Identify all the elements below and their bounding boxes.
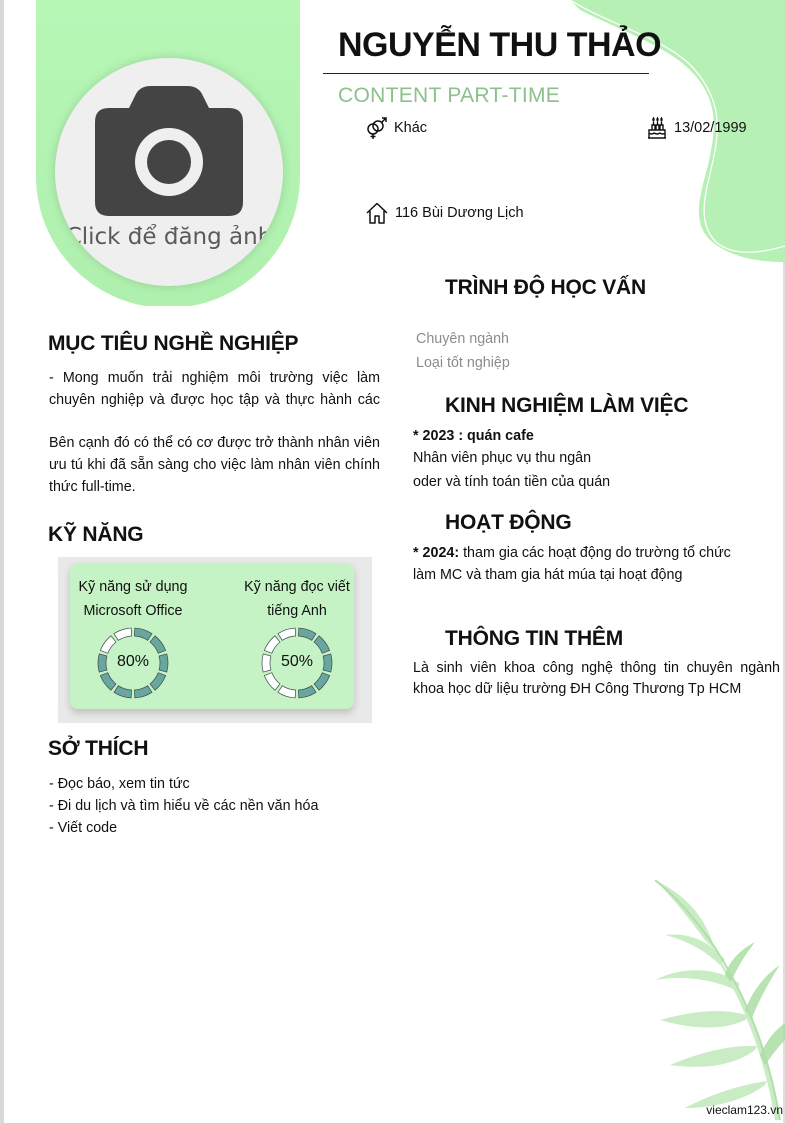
- decorative-leaves: [595, 880, 785, 1120]
- skills-card: [70, 563, 354, 709]
- extra-info-line: Là sinh viên khoa công nghệ thông tin chuyên ngành: [413, 660, 780, 676]
- objective-line: - Mong muốn trải nghiệm môi trường việc làm: [49, 370, 380, 386]
- skill-percent: 80%: [116, 653, 150, 670]
- full-name: NGUYỄN THU THẢO: [338, 26, 662, 64]
- skill-item: [68, 575, 198, 623]
- gauge-segment: [264, 636, 280, 654]
- activities-title: HOẠT ĐỘNG: [445, 511, 572, 534]
- experience-line: Nhân viên phục vụ thu ngân: [413, 450, 592, 466]
- gauge-segment: [278, 628, 296, 640]
- gauge-segment: [100, 636, 116, 654]
- birthday-cake-icon: [646, 116, 668, 140]
- experience-title: KINH NGHIỆM LÀM VIỆC: [445, 394, 689, 417]
- extra-info-line: khoa học dữ liệu trường ĐH Công Thương Tp HCM: [413, 681, 742, 697]
- gauge-segment: [134, 686, 152, 698]
- gauge-segment: [114, 686, 132, 698]
- experience-line: oder và tính toán tiền của quán: [413, 474, 611, 490]
- activity-line: làm MC và tham gia hát múa tại hoạt động: [413, 567, 683, 583]
- objective-line: chuyên nghiệp và được học tập và thực hành các: [49, 392, 380, 408]
- divider: [323, 73, 649, 74]
- gauge-segment: [298, 686, 316, 698]
- address-value: 116 Bùi Dương Lịch: [395, 205, 524, 221]
- skills-title: KỸ NĂNG: [48, 523, 144, 546]
- extra-info-text: [413, 658, 780, 700]
- gauge-segment: [314, 636, 330, 654]
- gauge-segment: [314, 673, 330, 691]
- hobbies-list: [49, 773, 379, 839]
- objective-line: ưu tú khi đã sẵn sàng cho việc làm nhân viên chính: [49, 457, 380, 473]
- activity-year: * 2024:: [413, 545, 460, 561]
- gauge-segment: [298, 628, 316, 640]
- education-title: TRÌNH ĐỘ HỌC VẤN: [445, 276, 646, 299]
- address-info: [365, 201, 524, 225]
- hobby-item: - Viết code: [49, 820, 118, 836]
- avatar-upload[interactable]: [55, 58, 283, 286]
- skill-item: [232, 575, 362, 623]
- gauge-segment: [134, 628, 152, 640]
- birthday-info: [646, 116, 747, 140]
- objective-title: MỤC TIÊU NGHỀ NGHIỆP: [48, 332, 299, 355]
- education-grade[interactable]: Loại tốt nghiệp: [416, 355, 510, 371]
- hobbies-title: SỞ THÍCH: [48, 737, 149, 760]
- skill-name: Kỹ năng sử dụng: [78, 579, 188, 595]
- skill-name: Microsoft Office: [83, 603, 183, 619]
- activity-text: tham gia các hoạt động do trường tổ chức: [459, 545, 731, 561]
- objective-line: thức full-time.: [49, 479, 136, 495]
- gauge-segment: [150, 673, 166, 691]
- gender-icon: [364, 116, 388, 140]
- footer-brand: vieclam123.vn: [706, 1103, 783, 1117]
- gauge-segment: [114, 628, 132, 640]
- gender-info: [364, 116, 427, 140]
- home-icon: [365, 201, 389, 225]
- skills-panel: [58, 557, 372, 723]
- page-border: [0, 0, 4, 1123]
- objective-text: [49, 367, 380, 411]
- gauge-segment: [150, 636, 166, 654]
- photo-caption: Click để đăng ảnh: [65, 224, 273, 250]
- objective-text-2: [49, 432, 380, 498]
- skill-name: Kỹ năng đọc viết: [244, 579, 350, 595]
- gauge-segment: [264, 673, 280, 691]
- experience-block: [413, 425, 773, 493]
- extra-info-title: THÔNG TIN THÊM: [445, 627, 624, 650]
- experience-heading: * 2023 : quán cafe: [413, 428, 534, 444]
- education-major[interactable]: Chuyên ngành: [416, 331, 510, 347]
- gender-value: Khác: [394, 120, 428, 136]
- skill-percent: 50%: [280, 653, 314, 670]
- hobby-item: - Đọc báo, xem tin tức: [49, 776, 190, 792]
- gauge-segment: [278, 686, 296, 698]
- hobby-item: - Đi du lịch và tìm hiểu về các nền văn hóa: [49, 798, 319, 814]
- skill-name: tiếng Anh: [267, 603, 327, 619]
- birthday-value: 13/02/1999: [674, 120, 747, 136]
- job-title: CONTENT PART-TIME: [338, 84, 561, 107]
- objective-line: Bên cạnh đó có thể có cơ được trở thành nhân viên: [49, 435, 380, 451]
- activity-line: [413, 542, 773, 564]
- camera-icon: [93, 86, 245, 218]
- gauge-segment: [100, 673, 116, 691]
- activities-block: [413, 542, 773, 586]
